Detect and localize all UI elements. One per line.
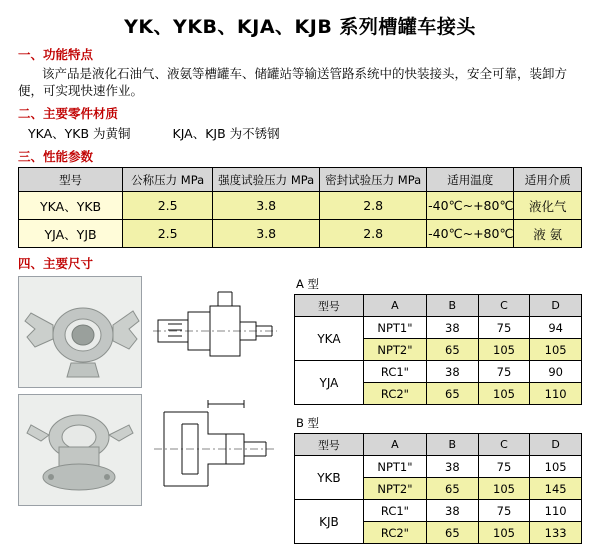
cell-b: 38	[427, 456, 479, 478]
photo-b-graphic	[19, 395, 141, 505]
col-header-temperature: 适用温度	[427, 168, 514, 192]
col-header-a: A	[363, 434, 426, 456]
cell-c: 105	[478, 383, 530, 405]
cell-a: RC2"	[363, 522, 426, 544]
cell-a: NPT1"	[363, 456, 426, 478]
col-header-b: B	[427, 295, 479, 317]
dimension-table-a	[294, 294, 582, 405]
col-header-d: D	[530, 434, 582, 456]
cell-b: 65	[427, 383, 479, 405]
images-column	[18, 276, 286, 554]
cell-b: 65	[427, 478, 479, 500]
drawing-coupling-a	[148, 276, 282, 386]
cell-model: YKA、YKB	[19, 192, 123, 220]
col-header-seal-pressure: 密封试验压力 MPa	[320, 168, 427, 192]
table-row	[295, 317, 582, 339]
cell-medium: 液化气	[514, 192, 582, 220]
cell-d: 133	[530, 522, 582, 544]
dimension-table-b	[294, 433, 582, 544]
materials-brass-text: YKA、YKB 为黄铜	[28, 126, 131, 141]
materials-steel-text: KJA、KJB 为不锈钢	[172, 126, 280, 141]
drawing-a-graphic	[148, 276, 282, 386]
cell-a: RC1"	[363, 361, 426, 383]
cell-a: RC1"	[363, 500, 426, 522]
cell-c: 105	[478, 522, 530, 544]
table-header-row	[295, 295, 582, 317]
photo-coupling-b	[18, 394, 142, 506]
product-datasheet-page	[0, 12, 600, 540]
table-row	[19, 220, 582, 248]
photo-coupling-a	[18, 276, 142, 388]
col-header-model: 型号	[295, 434, 364, 456]
cell-model-group: YJA	[295, 361, 364, 405]
cell-b: 65	[427, 339, 479, 361]
cell-d: 105	[530, 339, 582, 361]
cell-c: 75	[478, 456, 530, 478]
cell-d: 110	[530, 383, 582, 405]
col-header-d: D	[530, 295, 582, 317]
materials-line	[18, 124, 582, 142]
table-header-row	[295, 434, 582, 456]
table-row	[19, 192, 582, 220]
drawing-coupling-b	[148, 394, 282, 504]
table-row	[295, 456, 582, 478]
cell-nominal-pressure: 2.5	[123, 192, 213, 220]
features-paragraph: 该产品是液化石油气、液氨等槽罐车、储罐站等输送管路系统中的快装接头，安全可靠，装卸方便，可实现快速作业。	[18, 66, 568, 98]
cell-d: 90	[530, 361, 582, 383]
table-row	[295, 500, 582, 522]
cell-c: 75	[478, 317, 530, 339]
cell-d: 110	[530, 500, 582, 522]
col-header-a: A	[363, 295, 426, 317]
image-row-a	[18, 276, 286, 388]
cell-model-group: YKA	[295, 317, 364, 361]
col-header-model: 型号	[295, 295, 364, 317]
image-row-b	[18, 394, 286, 506]
cell-c: 75	[478, 361, 530, 383]
cell-model-group: YKB	[295, 456, 364, 500]
cell-b: 38	[427, 361, 479, 383]
cell-a: RC2"	[363, 383, 426, 405]
page-title: YK、YKB、KJA、KJB 系列槽罐车接头	[124, 16, 476, 38]
cell-a: NPT1"	[363, 317, 426, 339]
cell-c: 105	[478, 478, 530, 500]
cell-temperature: -40℃~+80℃	[427, 220, 514, 248]
dim-table-caption-a: A 型	[296, 277, 320, 291]
section-heading-performance: 三、性能参数	[18, 149, 94, 164]
section-heading-features: 一、功能特点	[18, 47, 94, 62]
cell-c: 105	[478, 339, 530, 361]
col-header-c: C	[478, 295, 530, 317]
col-header-model: 型号	[19, 168, 123, 192]
cell-d: 105	[530, 456, 582, 478]
dimensions-section	[18, 276, 582, 554]
cell-b: 38	[427, 500, 479, 522]
table-row	[295, 361, 582, 383]
col-header-b: B	[427, 434, 479, 456]
cell-temperature: -40℃~+80℃	[427, 192, 514, 220]
col-header-medium: 适用介质	[514, 168, 582, 192]
col-header-nominal-pressure: 公称压力 MPa	[123, 168, 213, 192]
cell-c: 75	[478, 500, 530, 522]
cell-model-group: KJB	[295, 500, 364, 544]
cell-b: 65	[427, 522, 479, 544]
dim-table-caption-b: B 型	[296, 416, 320, 430]
section-heading-dimensions: 四、主要尺寸	[18, 256, 94, 271]
cell-strength-pressure: 3.8	[213, 192, 320, 220]
cell-model: YJA、YJB	[19, 220, 123, 248]
dimension-tables-column	[286, 276, 582, 554]
cell-medium: 液 氨	[514, 220, 582, 248]
cell-d: 94	[530, 317, 582, 339]
cell-nominal-pressure: 2.5	[123, 220, 213, 248]
section-heading-materials: 二、主要零件材质	[18, 106, 119, 121]
col-header-strength-pressure: 强度试验压力 MPa	[213, 168, 320, 192]
cell-b: 38	[427, 317, 479, 339]
cell-a: NPT2"	[363, 478, 426, 500]
cell-strength-pressure: 3.8	[213, 220, 320, 248]
cell-seal-pressure: 2.8	[320, 220, 427, 248]
photo-a-graphic	[19, 277, 141, 387]
table-header-row	[19, 168, 582, 192]
col-header-c: C	[478, 434, 530, 456]
cell-a: NPT2"	[363, 339, 426, 361]
cell-seal-pressure: 2.8	[320, 192, 427, 220]
performance-table	[18, 167, 582, 248]
cell-d: 145	[530, 478, 582, 500]
drawing-b-graphic	[148, 394, 282, 504]
